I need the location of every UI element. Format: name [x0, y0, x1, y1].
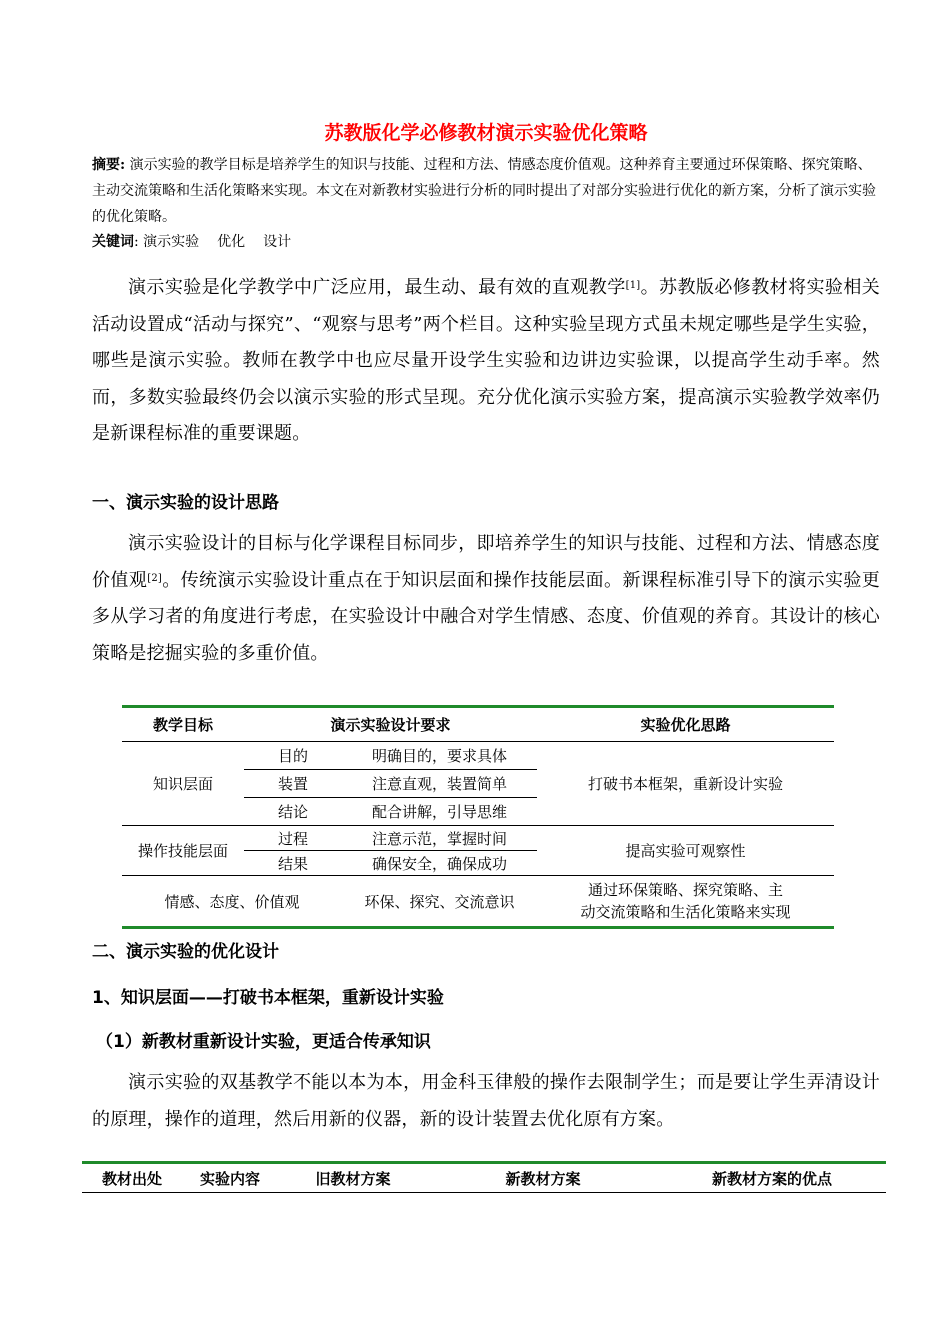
- design-paragraph: [92, 526, 880, 672]
- table-row: [122, 826, 834, 851]
- sub-goal-cell: 装置: [244, 770, 342, 798]
- table-header: 实验优化思路: [640, 716, 731, 734]
- requirement-cell: 注意直观，装置简单: [342, 770, 537, 798]
- intro-text-b: 。苏教版必修教材将实验相关活动设置成“活动与探究”、“观察与思考”两个栏目。这种实验呈现方式虽未规定哪些是学生实验，哪些是演示实验。教师在教学中也应尽量开设学生实验和边讲边实验课，以提高学生动手率。然而，多数实验最终仍会以演示实验的形式呈现。充分优化演示实验方案，提高演示实验教学效率仍是新课程标准的重要课题。: [92, 277, 880, 444]
- design-table: [122, 705, 834, 929]
- table-row: [122, 876, 834, 928]
- intro-text-a: 演示实验是化学教学中广泛应用，最生动、最有效的直观教学: [128, 277, 626, 298]
- section-heading-2: 二、演示实验的优化设计: [92, 942, 279, 962]
- table-header: 新教材方案的优点: [711, 1169, 832, 1188]
- abstract: [92, 152, 880, 230]
- goal-cell: 知识层面: [122, 742, 244, 826]
- section-heading-1: 一、演示实验的设计思路: [92, 493, 279, 513]
- goal-cell: 情感、态度、价值观: [164, 892, 300, 911]
- sub-subsection-heading-1: （1）新教材重新设计实验，更适合传承知识: [96, 1032, 431, 1052]
- citation-ref[interactable]: [2]: [147, 572, 162, 584]
- table-header: 实验内容: [199, 1169, 260, 1188]
- intro-paragraph: [92, 270, 880, 453]
- goal-cell: 操作技能层面: [122, 826, 244, 876]
- design-text-a: 演示实验设计的目标与化学课程目标同步，即培养学生的知识与技能、过程和方法、情感态度价值观: [92, 533, 880, 591]
- paper-title: 苏教版化学必修教材演示实验优化策略: [324, 122, 648, 144]
- table-row: [122, 742, 834, 770]
- comparison-table: [82, 1161, 886, 1193]
- abstract-label: 摘要:: [92, 157, 126, 173]
- abstract-text: 演示实验的教学目标是培养学生的知识与技能、过程和方法、情感态度价值观。这种养育主要通过环保策略、探究策略、主动交流策略和生活化策略来实现。本文在对新教材实验进行分析的同时提出了对部分实验进行优化的新方案，分析了演示实验的优化策略。: [92, 157, 876, 225]
- requirement-cell: 明确目的，要求具体: [342, 742, 537, 770]
- keyword-term: 优化: [217, 234, 246, 250]
- idea-line: 通过环保策略、探究策略、主: [587, 881, 783, 899]
- keyword-term: 演示实验: [143, 234, 200, 250]
- requirement-cell: 环保、探究、交流意识: [364, 892, 515, 911]
- requirement-cell: 确保安全，确保成功: [371, 854, 507, 873]
- knowledge-paragraph: 演示实验的双基教学不能以本为本，用金科玉律般的操作去限制学生；而是要让学生弄清设计的原理，操作的道理，然后用新的仪器，新的设计装置去优化原有方案。: [92, 1072, 880, 1130]
- keywords-separator: :: [134, 234, 144, 250]
- keywords: [92, 232, 880, 252]
- design-text-b: 。传统演示实验设计重点在于知识层面和操作技能层面。新课程标准引导下的演示实验更多从学习者的角度进行考虑，在实验设计中融合对学生情感、态度、价值观的养育。其设计的核心策略是挖掘实验的多重价值。: [92, 569, 880, 664]
- citation-ref[interactable]: [1]: [625, 280, 641, 291]
- requirement-cell: 配合讲解，引导思维: [371, 803, 507, 821]
- table-header-row: [82, 1163, 886, 1193]
- table-header-row: [122, 707, 834, 742]
- sub-goal-cell: 过程: [244, 826, 342, 851]
- table-header: 新教材方案: [505, 1169, 581, 1188]
- keyword-term: 设计: [263, 234, 292, 250]
- table-header: 旧教材方案: [315, 1169, 391, 1188]
- table-header: 教材出处: [101, 1169, 162, 1188]
- idea-cell: 打破书本框架，重新设计实验: [537, 742, 834, 826]
- table-header: 演示实验设计要求: [330, 716, 451, 734]
- requirement-cell: 注意示范，掌握时间: [342, 826, 537, 851]
- sub-goal-cell: 目的: [244, 742, 342, 770]
- subsection-heading-1: 1、知识层面——打破书本框架，重新设计实验: [92, 988, 444, 1008]
- sub-goal-cell: 结论: [277, 803, 308, 821]
- idea-cell: 提高实验可观察性: [537, 826, 834, 876]
- sub-goal-cell: 结果: [277, 854, 308, 873]
- idea-line: 动交流策略和生活化策略来实现: [580, 903, 791, 921]
- keywords-label: 关键词: [92, 234, 134, 250]
- table-header: 教学目标: [152, 716, 213, 734]
- idea-cell: [537, 876, 834, 928]
